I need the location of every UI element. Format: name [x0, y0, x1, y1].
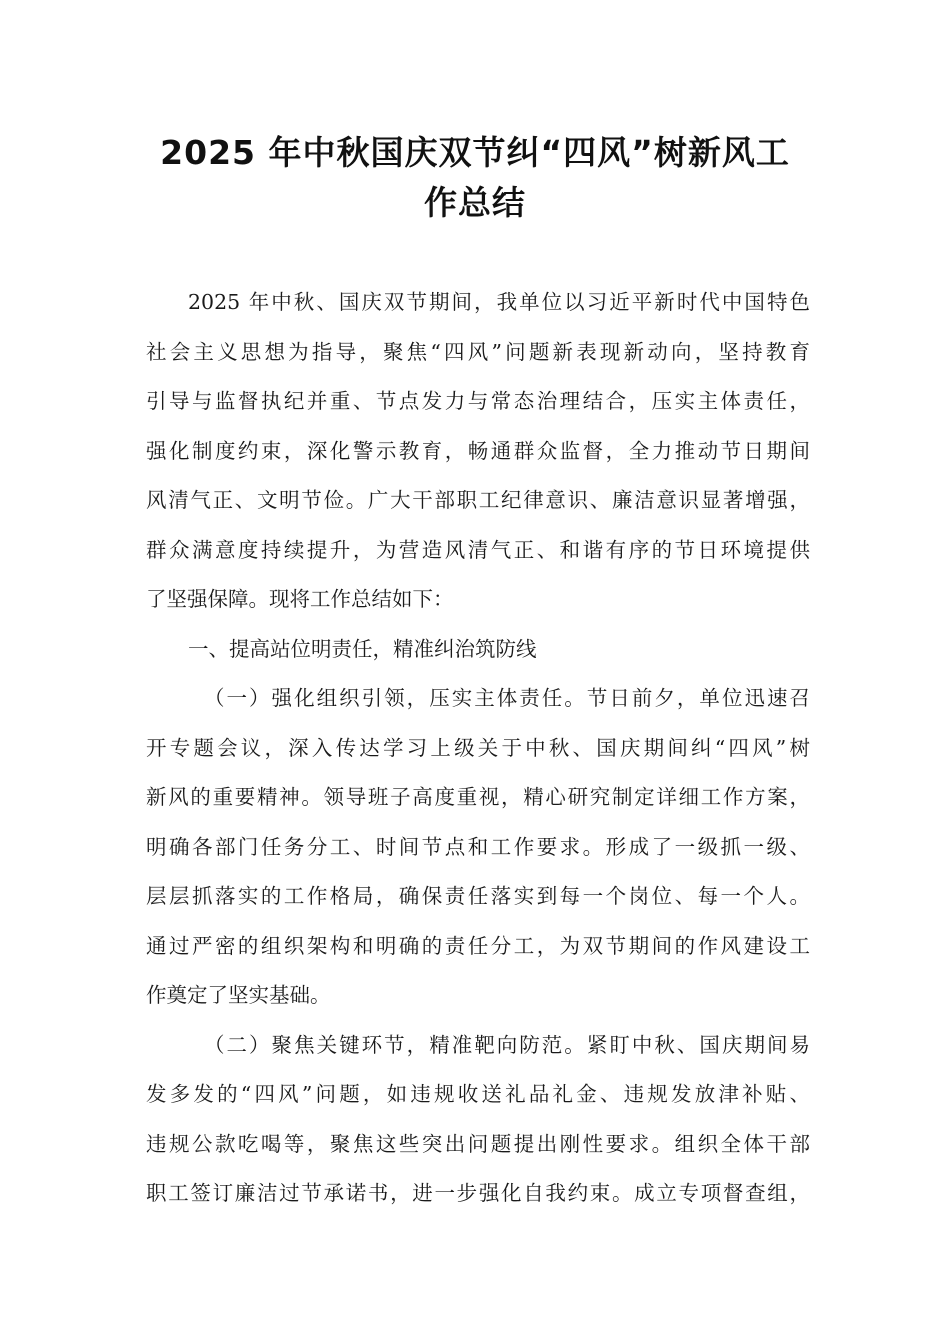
paragraph-1-line: 通过严密的组织架构和明确的责任分工，为双节期间的作风建设工	[146, 933, 810, 958]
paragraph-1-line: （一）强化组织引领，压实主体责任。节日前夕，单位迅速召	[204, 686, 810, 710]
paragraph-intro-line: 强化制度约束，深化警示教育，畅通群众监督，全力推动节日期间	[146, 438, 810, 463]
document-body	[146, 282, 810, 1223]
paragraph-2-line: （二）聚焦关键环节，精准靶向防范。紧盯中秋、国庆期间易	[204, 1032, 810, 1057]
paragraph-1-line: 层层抓落实的工作格局，确保责任落实到每一个岗位、每一个人。	[146, 884, 810, 908]
section-heading-1: 一、提高站位明责任，精准纠治筑防线	[188, 636, 537, 661]
paragraph-intro-line: 社会主义思想为指导，聚焦“四风”问题新表现新动向，坚持教育	[146, 339, 810, 364]
paragraph-intro-line: 风清气正、文明节俭。广大干部职工纪律意识、廉洁意识显著增强，	[146, 488, 810, 512]
title-line-1: 2025 年中秋国庆双节纠“四风”树新风工	[160, 133, 790, 172]
paragraph-1-line: 作奠定了坚实基础。	[146, 983, 331, 1007]
paragraph-1-line: 明确各部门任务分工、时间节点和工作要求。形成了一级抓一级、	[146, 834, 810, 859]
document-title	[100, 128, 850, 228]
paragraph-intro-line: 2025 年中秋、国庆双节期间，我单位以习近平新时代中国特色	[188, 290, 810, 314]
paragraph-2-line: 违规公款吃喝等，聚焦这些突出问题提出刚性要求。组织全体干部	[146, 1131, 810, 1156]
paragraph-2-line: 职工签订廉洁过节承诺书，进一步强化自我约束。成立专项督查组，	[146, 1181, 810, 1205]
title-line-2: 作总结	[424, 183, 526, 222]
paragraph-intro-line: 引导与监督执纪并重、节点发力与常态治理结合，压实主体责任，	[146, 389, 810, 413]
paragraph-1-line: 开专题会议，深入传达学习上级关于中秋、国庆期间纠“四风”树	[146, 735, 810, 760]
paragraph-intro-line: 了坚强保障。现将工作总结如下：	[146, 587, 454, 611]
paragraph-intro-line: 群众满意度持续提升，为营造风清气正、和谐有序的节日环境提供	[146, 537, 810, 562]
paragraph-1-line: 新风的重要精神。领导班子高度重视，精心研究制定详细工作方案，	[146, 785, 810, 809]
paragraph-2-line: 发多发的“四风”问题，如违规收送礼品礼金、违规发放津补贴、	[146, 1082, 810, 1106]
